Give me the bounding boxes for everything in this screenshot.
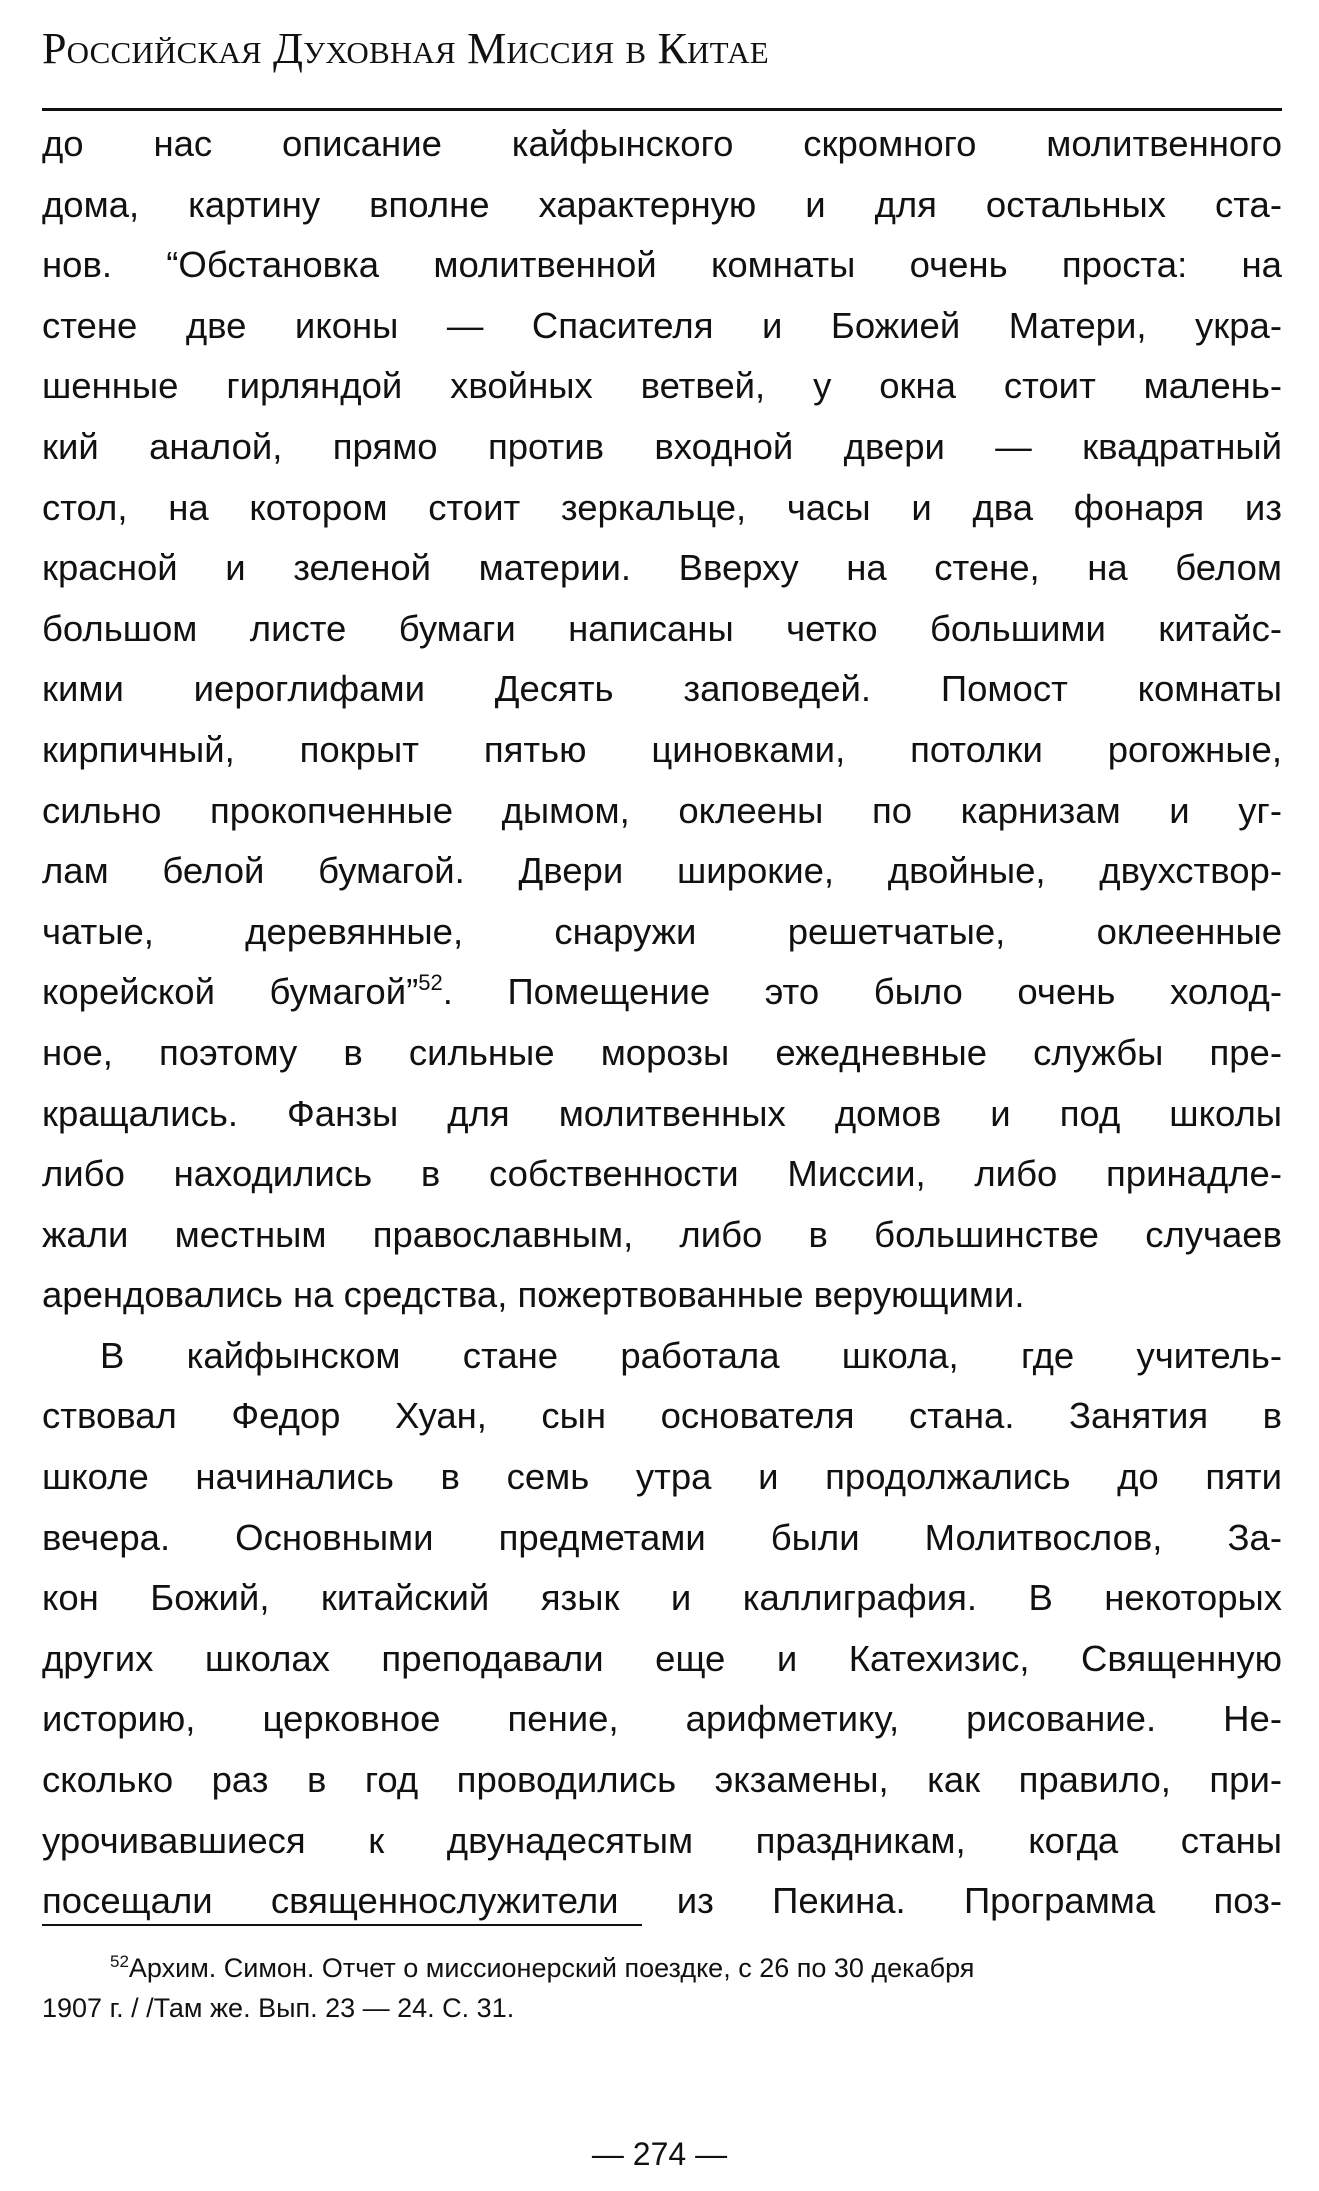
body-line: лам белой бумагой. Двери широкие, двойные, двухствор-: [42, 850, 1282, 892]
footnote-rule: [42, 1924, 642, 1926]
body-line: стене две иконы — Спасителя и Божией Матери, укра-: [42, 304, 1282, 346]
paragraph-start-line: В кайфынском стане работала школа, где учитель-: [100, 1334, 1282, 1376]
body-line: жали местным православным, либо в большинстве случаев: [42, 1213, 1282, 1255]
footnote-reference[interactable]: 52: [418, 970, 443, 996]
body-line: шенные гирляндой хвойных ветвей, у окна стоит малень-: [42, 365, 1282, 407]
body-line: нов. “Обстановка молитвенной комнаты очень проста: на: [42, 244, 1282, 286]
footnote: [42, 1948, 1282, 2028]
body-text: [42, 114, 1282, 1932]
body-line: стол, на котором стоит зеркальце, часы и два фонаря из: [42, 486, 1282, 528]
body-line: других школах преподавали еще и Катехизис, Священную: [42, 1637, 1282, 1679]
body-line: сколько раз в год проводились экзамены, как правило, при-: [42, 1759, 1282, 1801]
header-rule: [42, 108, 1282, 111]
body-line: историю, церковное пение, арифметику, рисование. Не-: [42, 1698, 1282, 1740]
body-line: либо находились в собственности Миссии, либо принадле-: [42, 1153, 1282, 1195]
body-line: урочивавшиеся к двунадесятым праздникам, когда станы: [42, 1819, 1282, 1861]
body-line-end: . Помещение это было очень холод-: [442, 971, 1282, 1013]
body-line-with-footnote-ref: [42, 962, 1282, 1023]
body-line: большом листе бумаги написаны четко большими китайс-: [42, 607, 1282, 649]
body-line: сильно прокопченные дымом, оклеены по карнизам и уг-: [42, 789, 1282, 831]
body-line: школе начинались в семь утра и продолжались до пяти: [42, 1456, 1282, 1498]
body-line-start: корейской бумагой”: [42, 971, 419, 1013]
body-line: кирпичный, покрыт пятью циновками, потолки рогожные,: [42, 728, 1282, 770]
page-number: — 274 —: [591, 2136, 728, 2172]
footnote-line: [42, 1948, 1282, 1988]
body-line: кон Божий, китайский язык и каллиграфия. В некоторых: [42, 1577, 1282, 1619]
footnote-number: 52: [110, 1952, 129, 1971]
footnote-line: 1907 г. / /Там же. Вып. 23 — 24. С. 31.: [42, 1993, 515, 2023]
footnote-text: Архим. Симон. Отчет о миссионерский поездке, с 26 по 30 декабря: [128, 1953, 975, 1983]
body-line: вечера. Основными предметами были Молитвослов, За-: [42, 1516, 1282, 1558]
body-line: арендовались на средства, пожертвованные верующими.: [42, 1274, 1025, 1316]
body-line: посещали священнослужители из Пекина. Программа поз-: [42, 1880, 1282, 1922]
body-line: ствовал Федор Хуан, сын основателя стана. Занятия в: [42, 1395, 1282, 1437]
running-head: Российская Духовная Миссия в Китае: [42, 24, 769, 73]
body-line: кий аналой, прямо против входной двери — квадратный: [42, 425, 1282, 467]
body-line: чатые, деревянные, снаружи решетчатые, оклеенные: [42, 910, 1282, 952]
body-line: кими иероглифами Десять заповедей. Помост комнаты: [42, 668, 1282, 710]
body-line: ное, поэтому в сильные морозы ежедневные службы пре-: [42, 1031, 1282, 1073]
body-line: до нас описание кайфынского скромного молитвенного: [42, 123, 1282, 164]
body-line: дома, картину вполне характерную и для остальных ста-: [42, 183, 1282, 225]
body-line: красной и зеленой материи. Вверху на стене, на белом: [42, 547, 1282, 589]
body-line: кращались. Фанзы для молитвенных домов и под школы: [42, 1092, 1282, 1134]
